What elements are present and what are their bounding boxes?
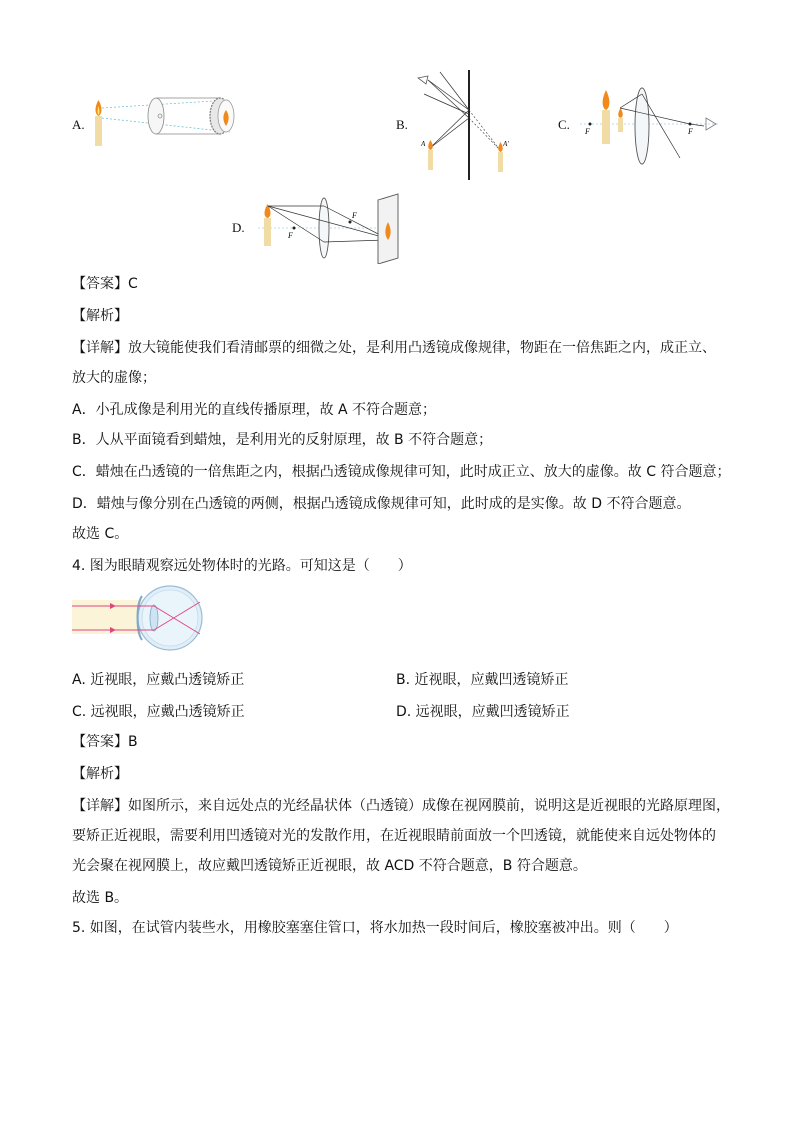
- focal-point-left-label: F: [585, 127, 590, 136]
- q3-analysis-heading: 【解析】: [72, 308, 128, 324]
- q3-detail-line-2: 放大的虚像；: [72, 370, 156, 386]
- q4-choose: 故选 B。: [72, 890, 129, 906]
- q4-detail-line-3: 光会聚在视网膜上，故应戴凹透镜矫正近视眼，故 ACD 不符合题意，B 符合题意。: [72, 858, 587, 874]
- figure-d-projector: [258, 192, 408, 264]
- figure-b-plane-mirror: [414, 70, 524, 182]
- q4-option-c: C. 远视眼，应戴凸透镜矫正: [72, 704, 245, 720]
- q4-option-b: B. 近视眼，应戴凹透镜矫正: [396, 672, 569, 688]
- option-d-label: D.: [232, 220, 245, 235]
- q4-detail-line-2: 要矫正近视眼，需要利用凹透镜对光的发散作用，在近视眼睛前面放一个凹透镜，就能使来自远处物体的: [72, 828, 716, 844]
- figure-a-pinhole-camera: [90, 88, 250, 152]
- q4-option-a: A. 近视眼，应戴凸透镜矫正: [72, 672, 245, 688]
- q3-explain-c: C．蜡烛在凸透镜的一倍焦距之内，根据凸透镜成像规律可知，此时成正立、放大的虚像。故 C 符合题意；: [72, 464, 731, 480]
- q3-answer: 【答案】C: [72, 276, 138, 292]
- option-c-label: C.: [558, 117, 570, 132]
- focal-point-left-label: F: [288, 231, 293, 240]
- q3-detail-line-1: 【详解】放大镜能使我们看清邮票的细微之处，是利用凸透镜成像规律，物距在一倍焦距之内，成正立、: [72, 340, 716, 356]
- figure-c-magnifier: [580, 80, 720, 170]
- q4-analysis-heading: 【解析】: [72, 766, 128, 782]
- q4-stem: 4. 图为眼睛观察远处物体时的光路。可知这是（ ）: [72, 558, 412, 574]
- option-b-label: B.: [396, 117, 408, 132]
- figure-eye-light-path: [72, 582, 212, 652]
- q3-explain-d: D．蜡烛与像分别在凸透镜的两侧，根据凸透镜成像规律可知，此时成的是实像。故 D 不符合题意。: [72, 496, 691, 512]
- q4-answer: 【答案】B: [72, 734, 138, 750]
- q5-stem: 5. 如图，在试管内装些水，用橡胶塞塞住管口，将水加热一段时间后，橡胶塞被冲出。则（ ）: [72, 920, 678, 936]
- q3-explain-b: B．人从平面镜看到蜡烛，是利用光的反射原理，故 B 不符合题意；: [72, 432, 493, 448]
- q4-option-d: D. 远视眼，应戴凹透镜矫正: [396, 704, 570, 720]
- q3-explain-a: A．小孔成像是利用光的直线传播原理，故 A 不符合题意；: [72, 402, 437, 418]
- point-a-prime-label: A': [503, 140, 509, 148]
- focal-point-right-label: F: [688, 127, 693, 136]
- point-a-label: A: [421, 140, 426, 148]
- q4-detail-line-1: 【详解】如图所示，来自远处点的光经晶状体（凸透镜）成像在视网膜前，说明这是近视眼的光路原理图，: [72, 798, 730, 814]
- q3-choose: 故选 C。: [72, 526, 129, 542]
- focal-point-right-label: F: [352, 211, 357, 220]
- option-a-label: A.: [72, 117, 85, 132]
